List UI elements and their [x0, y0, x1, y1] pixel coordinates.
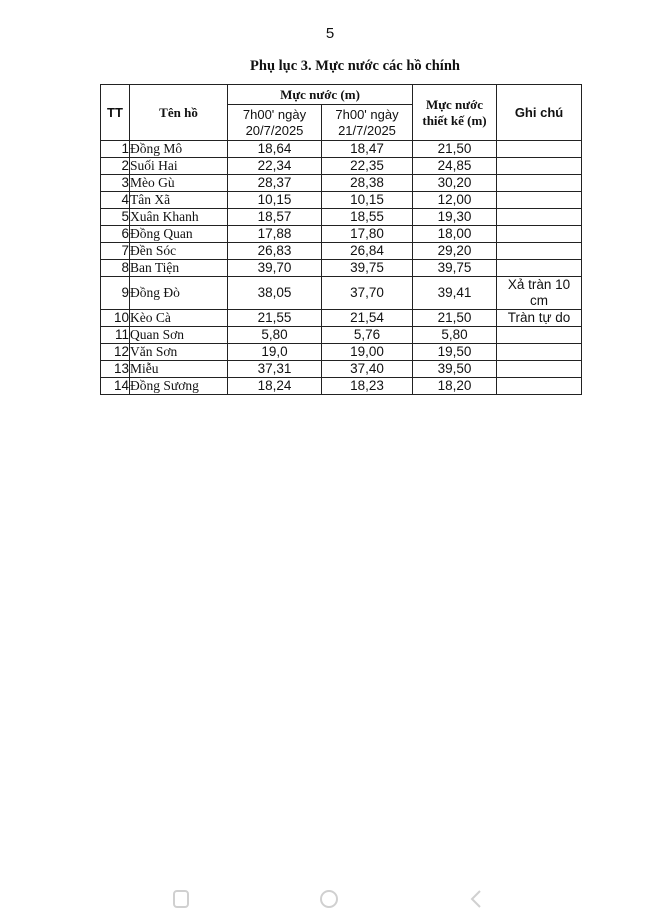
- row-design-level: 18,00: [413, 226, 497, 243]
- row-tt: 13: [101, 361, 130, 378]
- row-note: [497, 344, 582, 361]
- row-level-20-7: 26,83: [228, 243, 322, 260]
- row-lake-name: Mèo Gù: [130, 175, 228, 192]
- row-lake-name: Tân Xã: [130, 192, 228, 209]
- row-tt: 2: [101, 158, 130, 175]
- row-tt: 1: [101, 141, 130, 158]
- row-lake-name: Miễu: [130, 361, 228, 378]
- row-tt: 12: [101, 344, 130, 361]
- row-level-21-7: 19,00: [322, 344, 413, 361]
- row-note: [497, 361, 582, 378]
- row-level-20-7: 38,05: [228, 277, 322, 310]
- header-design-level: Mực nước thiết kế (m): [413, 85, 497, 141]
- row-level-21-7: 18,47: [322, 141, 413, 158]
- row-lake-name: Quan Sơn: [130, 327, 228, 344]
- header-name: Tên hồ: [130, 85, 228, 141]
- table-row: [101, 209, 582, 226]
- row-level-20-7: 39,70: [228, 260, 322, 277]
- row-level-21-7: 10,15: [322, 192, 413, 209]
- row-tt: 11: [101, 327, 130, 344]
- table-row: [101, 260, 582, 277]
- row-design-level: 39,41: [413, 277, 497, 310]
- row-design-level: 12,00: [413, 192, 497, 209]
- row-level-21-7: 18,23: [322, 378, 413, 395]
- row-note: [497, 327, 582, 344]
- table-row: [101, 175, 582, 192]
- row-note: [497, 378, 582, 395]
- row-level-21-7: 5,76: [322, 327, 413, 344]
- row-level-20-7: 19,0: [228, 344, 322, 361]
- row-tt: 10: [101, 310, 130, 327]
- row-level-21-7: 18,55: [322, 209, 413, 226]
- row-lake-name: Văn Sơn: [130, 344, 228, 361]
- row-note: [497, 243, 582, 260]
- row-note: [497, 158, 582, 175]
- row-lake-name: Đồng Quan: [130, 226, 228, 243]
- row-level-21-7: 39,75: [322, 260, 413, 277]
- page-number: 5: [325, 25, 335, 42]
- table-row: [101, 378, 582, 395]
- row-note: [497, 141, 582, 158]
- row-level-20-7: 21,55: [228, 310, 322, 327]
- row-level-20-7: 18,64: [228, 141, 322, 158]
- row-note: [497, 175, 582, 192]
- row-lake-name: Xuân Khanh: [130, 209, 228, 226]
- row-level-21-7: 37,40: [322, 361, 413, 378]
- row-level-20-7: 37,31: [228, 361, 322, 378]
- table-row: [101, 310, 582, 327]
- table-row: [101, 158, 582, 175]
- row-note: [497, 209, 582, 226]
- row-level-20-7: 18,24: [228, 378, 322, 395]
- header-tt: TT: [101, 85, 130, 141]
- row-design-level: 21,50: [413, 141, 497, 158]
- row-tt: 8: [101, 260, 130, 277]
- home-icon[interactable]: [318, 888, 340, 910]
- row-note: [497, 192, 582, 209]
- row-design-level: 5,80: [413, 327, 497, 344]
- row-design-level: 18,20: [413, 378, 497, 395]
- table-row: [101, 327, 582, 344]
- row-tt: 9: [101, 277, 130, 310]
- row-lake-name: Suối Hai: [130, 158, 228, 175]
- row-level-20-7: 5,80: [228, 327, 322, 344]
- appendix-title: Phụ lục 3. Mực nước các hồ chính: [250, 58, 460, 74]
- row-tt: 14: [101, 378, 130, 395]
- row-note: Tràn tự do: [497, 310, 582, 327]
- row-tt: 6: [101, 226, 130, 243]
- table-row: [101, 344, 582, 361]
- row-design-level: 19,30: [413, 209, 497, 226]
- row-design-level: 30,20: [413, 175, 497, 192]
- back-icon[interactable]: [466, 888, 488, 910]
- row-note: Xả tràn 10 cm: [497, 277, 582, 310]
- row-level-20-7: 18,57: [228, 209, 322, 226]
- table-row: [101, 361, 582, 378]
- row-level-20-7: 22,34: [228, 158, 322, 175]
- row-design-level: 39,75: [413, 260, 497, 277]
- row-note: [497, 226, 582, 243]
- row-lake-name: Đồng Sương: [130, 378, 228, 395]
- row-lake-name: Đồng Đò: [130, 277, 228, 310]
- row-lake-name: Kèo Cà: [130, 310, 228, 327]
- table-row: [101, 192, 582, 209]
- row-design-level: 21,50: [413, 310, 497, 327]
- row-level-21-7: 21,54: [322, 310, 413, 327]
- row-lake-name: Đồng Mô: [130, 141, 228, 158]
- table-row: [101, 277, 582, 310]
- row-design-level: 39,50: [413, 361, 497, 378]
- row-tt: 5: [101, 209, 130, 226]
- row-design-level: 29,20: [413, 243, 497, 260]
- row-level-21-7: 28,38: [322, 175, 413, 192]
- row-level-21-7: 17,80: [322, 226, 413, 243]
- row-tt: 4: [101, 192, 130, 209]
- row-lake-name: Đền Sóc: [130, 243, 228, 260]
- row-level-21-7: 37,70: [322, 277, 413, 310]
- row-design-level: 19,50: [413, 344, 497, 361]
- header-date-2: 7h00' ngày 21/7/2025: [322, 105, 413, 141]
- header-water-level: Mực nước (m): [228, 85, 413, 105]
- row-tt: 7: [101, 243, 130, 260]
- system-nav-bar: [0, 880, 660, 918]
- row-level-20-7: 28,37: [228, 175, 322, 192]
- table-row: [101, 226, 582, 243]
- row-level-20-7: 17,88: [228, 226, 322, 243]
- header-date-1: 7h00' ngày 20/7/2025: [228, 105, 322, 141]
- row-level-21-7: 22,35: [322, 158, 413, 175]
- table-row: [101, 243, 582, 260]
- table-body: [101, 141, 582, 395]
- header-note: Ghi chú: [497, 85, 582, 141]
- row-note: [497, 260, 582, 277]
- row-level-20-7: 10,15: [228, 192, 322, 209]
- row-lake-name: Ban Tiện: [130, 260, 228, 277]
- table-row: [101, 141, 582, 158]
- row-tt: 3: [101, 175, 130, 192]
- row-design-level: 24,85: [413, 158, 497, 175]
- row-level-21-7: 26,84: [322, 243, 413, 260]
- recent-apps-icon[interactable]: [170, 888, 192, 910]
- lake-water-level-table: [100, 84, 582, 395]
